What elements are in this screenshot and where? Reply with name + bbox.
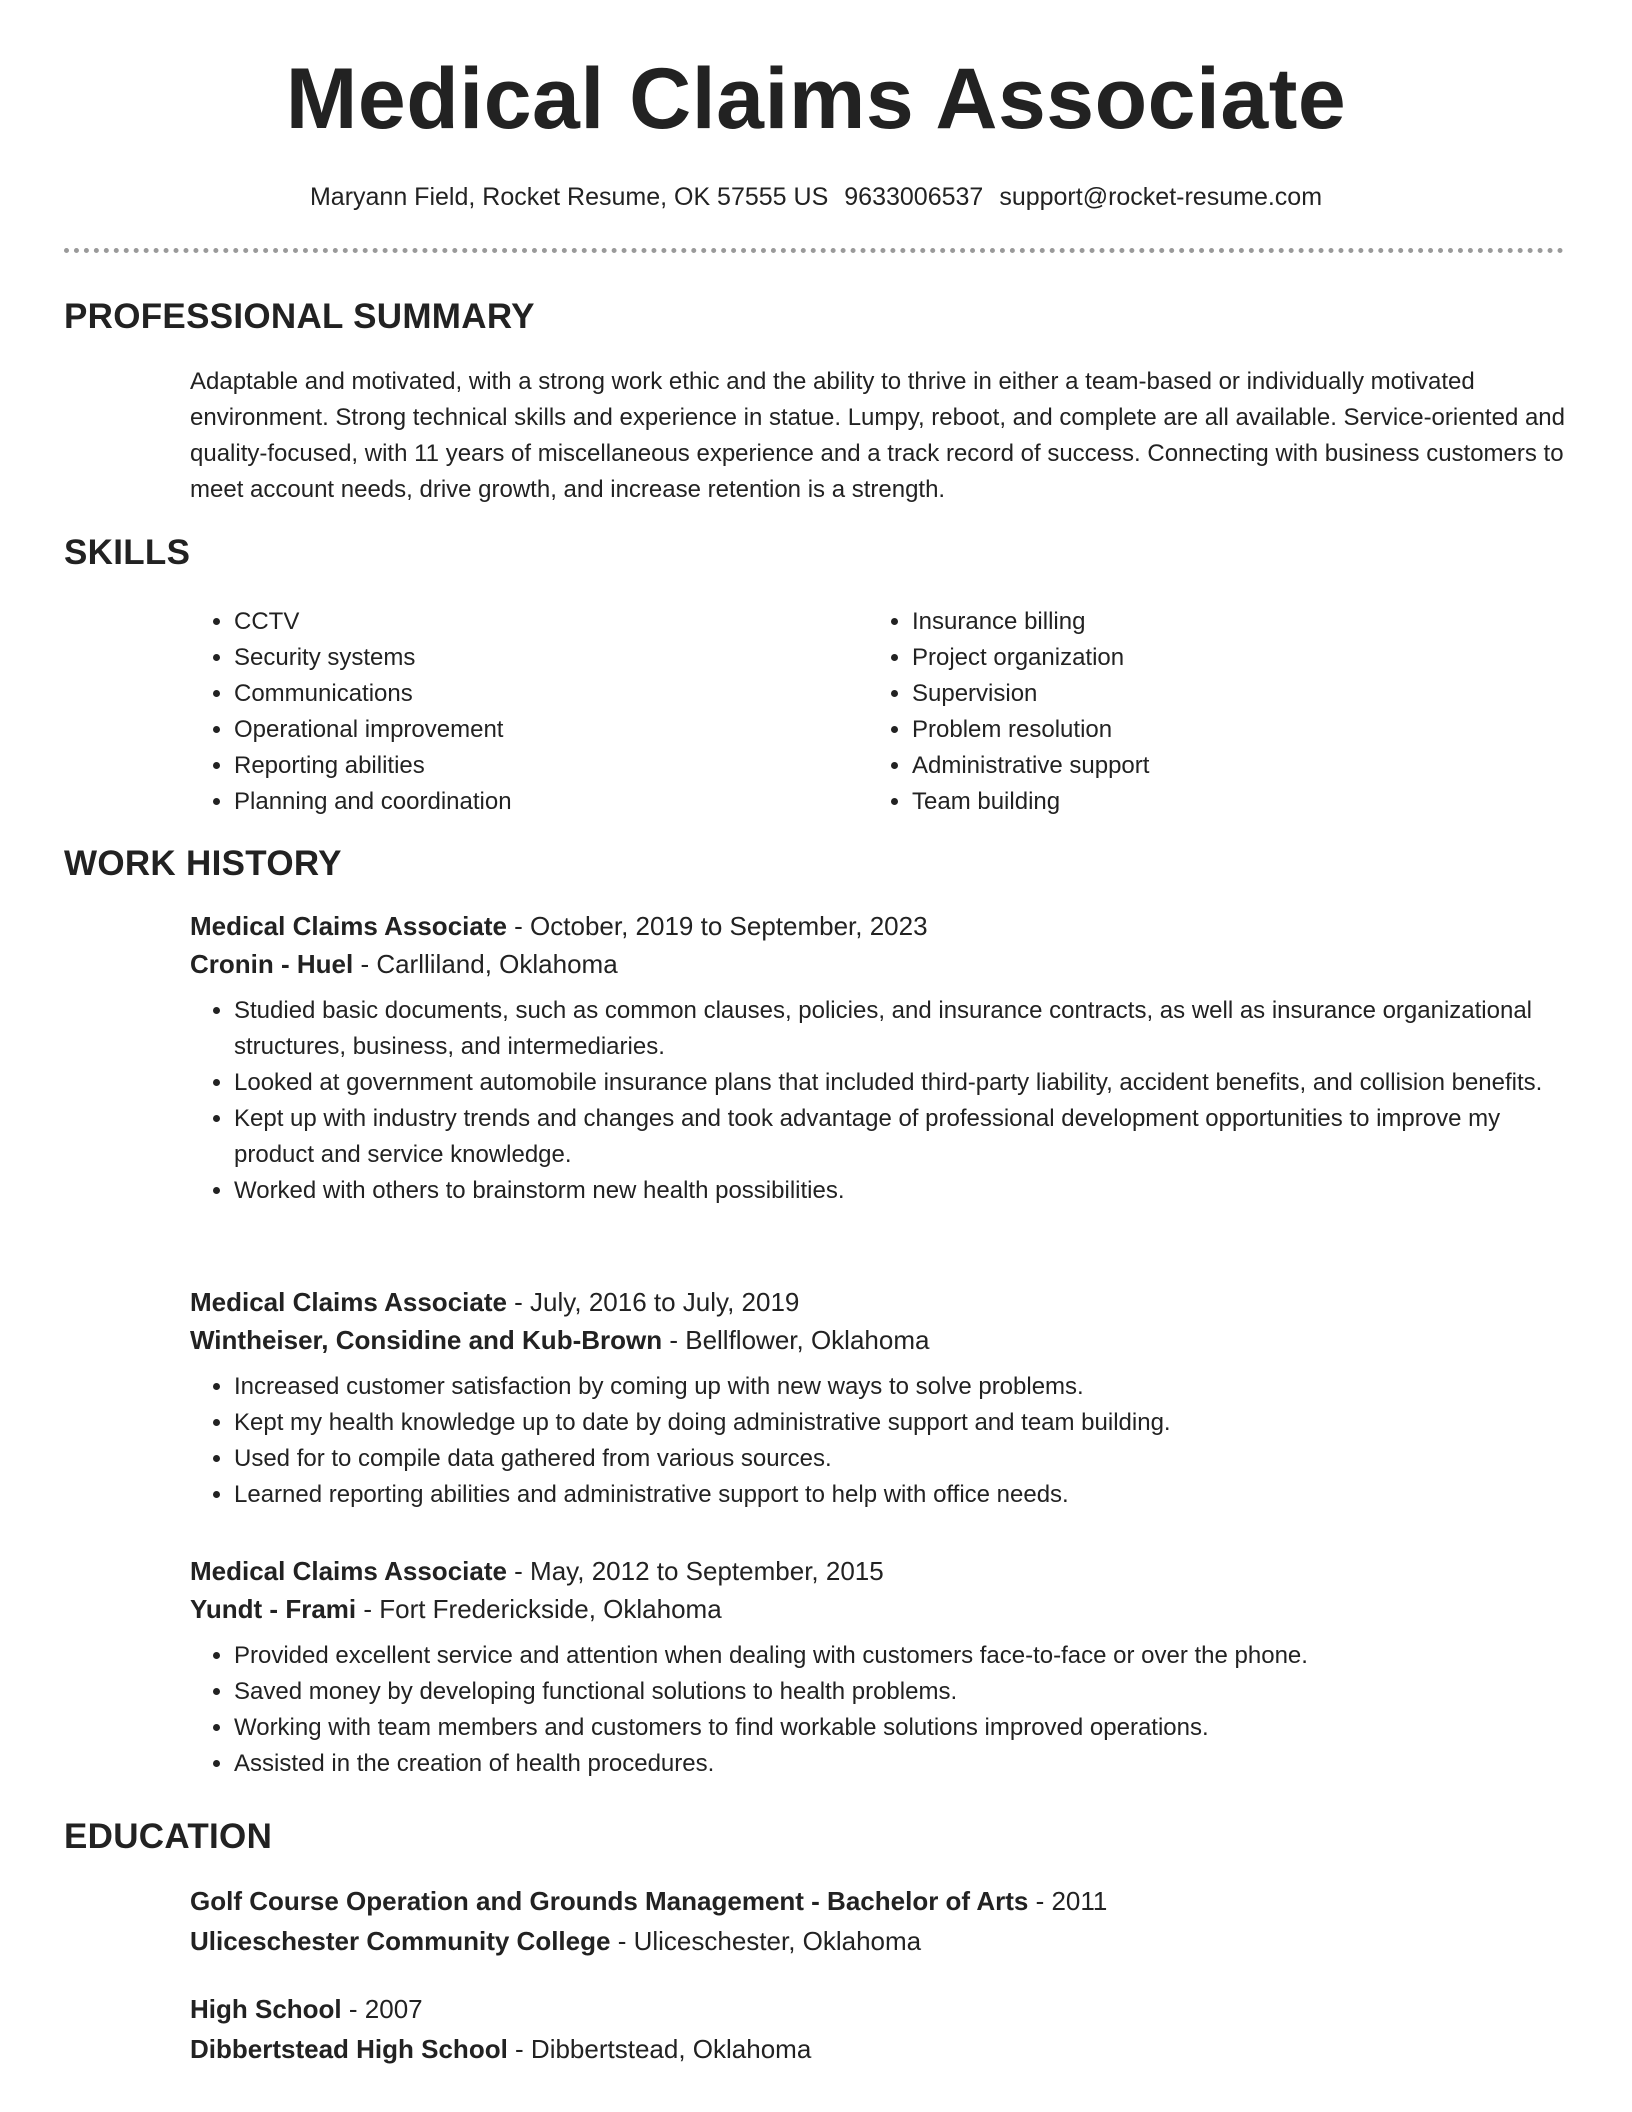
- skill-item: • Insurance billing: [912, 604, 1149, 640]
- job-dates: - May, 2012 to September, 2015: [506, 1556, 884, 1586]
- summary-text: Adaptable and motivated, with a strong work ethic and the ability to thrive in either a team-based or individually motivated environment. Strong technical skills and experience in statue. Lumpy, reboot, and complete are all available. Service-oriented and quality-focused, with 11 years of miscellaneous experience and a track record of success. Connecting with business customers to meet account needs, drive growth, and increase retention is a strength.: [190, 368, 1565, 503]
- job-title-line: [190, 907, 1570, 945]
- job-entry: [190, 907, 1570, 1209]
- job-company: Wintheiser, Considine and Kub-Brown: [190, 1325, 663, 1355]
- job-bullet: • Provided excellent service and attention when dealing with customers face-to-face or over the phone.: [234, 1638, 1570, 1674]
- skill-item: • Problem resolution: [912, 712, 1149, 748]
- resume-name: Medical Claims Associate: [285, 51, 1347, 147]
- job-dates: - July, 2016 to July, 2019: [506, 1287, 800, 1317]
- skills-list-left: [190, 604, 512, 820]
- job-bullet: • Kept my health knowledge up to date by doing administrative support and team building.: [234, 1405, 1570, 1441]
- skills-heading: SKILLS: [64, 533, 191, 572]
- job-bullet: • Working with team members and customers to find workable solutions improved operations.: [234, 1710, 1570, 1746]
- job-bullets: [190, 1638, 1570, 1782]
- job-entry: [190, 1552, 1570, 1782]
- edu-degree: Golf Course Operation and Grounds Management - Bachelor of Arts: [190, 1886, 1029, 1916]
- contact-email: support@rocket-resume.com: [999, 183, 1323, 211]
- skill-item: • Administrative support: [912, 748, 1149, 784]
- job-company-line: [190, 945, 1570, 983]
- job-company: Cronin - Huel: [190, 949, 354, 979]
- edu-degree-line: [190, 1989, 1570, 2029]
- edu-degree-line: [190, 1881, 1570, 1921]
- contact-line: [0, 182, 1632, 212]
- education-entry: [190, 1989, 1570, 2069]
- job-location: - Bellflower, Oklahoma: [662, 1325, 930, 1355]
- job-company: Yundt - Frami: [190, 1594, 357, 1624]
- edu-year: - 2011: [1028, 1886, 1108, 1916]
- job-bullet: • Worked with others to brainstorm new health possibilities.: [234, 1173, 1570, 1209]
- job-bullet: • Saved money by developing functional solutions to health problems.: [234, 1674, 1570, 1710]
- job-bullet: • Kept up with industry trends and changes and took advantage of professional development opportunities to improve my product and service knowledge.: [234, 1101, 1570, 1173]
- skill-item: • Planning and coordination: [234, 784, 512, 820]
- edu-year: - 2007: [341, 1994, 423, 2024]
- job-bullet: • Increased customer satisfaction by coming up with new ways to solve problems.: [234, 1369, 1570, 1405]
- skill-item: • Communications: [234, 676, 512, 712]
- header-divider: [64, 248, 1564, 253]
- job-bullet: • Assisted in the creation of health procedures.: [234, 1746, 1570, 1782]
- job-entry: [190, 1283, 1570, 1513]
- job-bullet: • Looked at government automobile insurance plans that included third-party liability, accident benefits, and collision benefits.: [234, 1065, 1570, 1101]
- edu-location: - Dibbertstead, Oklahoma: [507, 2034, 812, 2064]
- edu-school: Uliceschester Community College: [190, 1926, 611, 1956]
- job-bullet: • Studied basic documents, such as common clauses, policies, and insurance contracts, as well as insurance organizational structures, business, and intermediaries.: [234, 993, 1570, 1065]
- education-entry: [190, 1881, 1570, 1961]
- job-bullet: • Used for to compile data gathered from various sources.: [234, 1441, 1570, 1477]
- skill-item: • Security systems: [234, 640, 512, 676]
- job-location: - Fort Frederickside, Oklahoma: [356, 1594, 722, 1624]
- job-bullets: [190, 1369, 1570, 1513]
- contact-phone: 9633006537: [844, 183, 984, 211]
- skill-item: • Reporting abilities: [234, 748, 512, 784]
- job-title-line: [190, 1552, 1570, 1590]
- skill-item: • Project organization: [912, 640, 1149, 676]
- skill-item: • CCTV: [234, 604, 512, 640]
- edu-school-line: [190, 2029, 1570, 2069]
- job-title: Medical Claims Associate: [190, 1556, 507, 1586]
- job-company-line: [190, 1321, 1570, 1359]
- job-location: - Carlliland, Oklahoma: [353, 949, 618, 979]
- summary-heading: PROFESSIONAL SUMMARY: [64, 297, 535, 336]
- edu-school: Dibbertstead High School: [190, 2034, 508, 2064]
- job-title: Medical Claims Associate: [190, 911, 507, 941]
- edu-degree: High School: [190, 1994, 342, 2024]
- skill-item: • Supervision: [912, 676, 1149, 712]
- skills-list-right: [868, 604, 1149, 820]
- skill-item: • Team building: [912, 784, 1149, 820]
- job-bullet: • Learned reporting abilities and administrative support to help with office needs.: [234, 1477, 1570, 1513]
- job-title: Medical Claims Associate: [190, 1287, 507, 1317]
- job-title-line: [190, 1283, 1570, 1321]
- edu-location: - Uliceschester, Oklahoma: [610, 1926, 922, 1956]
- contact-address: Maryann Field, Rocket Resume, OK 57555 US: [309, 183, 829, 211]
- job-company-line: [190, 1590, 1570, 1628]
- job-bullets: [190, 993, 1570, 1209]
- education-heading: EDUCATION: [64, 1817, 273, 1856]
- job-dates: - October, 2019 to September, 2023: [506, 911, 928, 941]
- edu-school-line: [190, 1921, 1570, 1961]
- work-heading: WORK HISTORY: [64, 844, 342, 883]
- skill-item: • Operational improvement: [234, 712, 512, 748]
